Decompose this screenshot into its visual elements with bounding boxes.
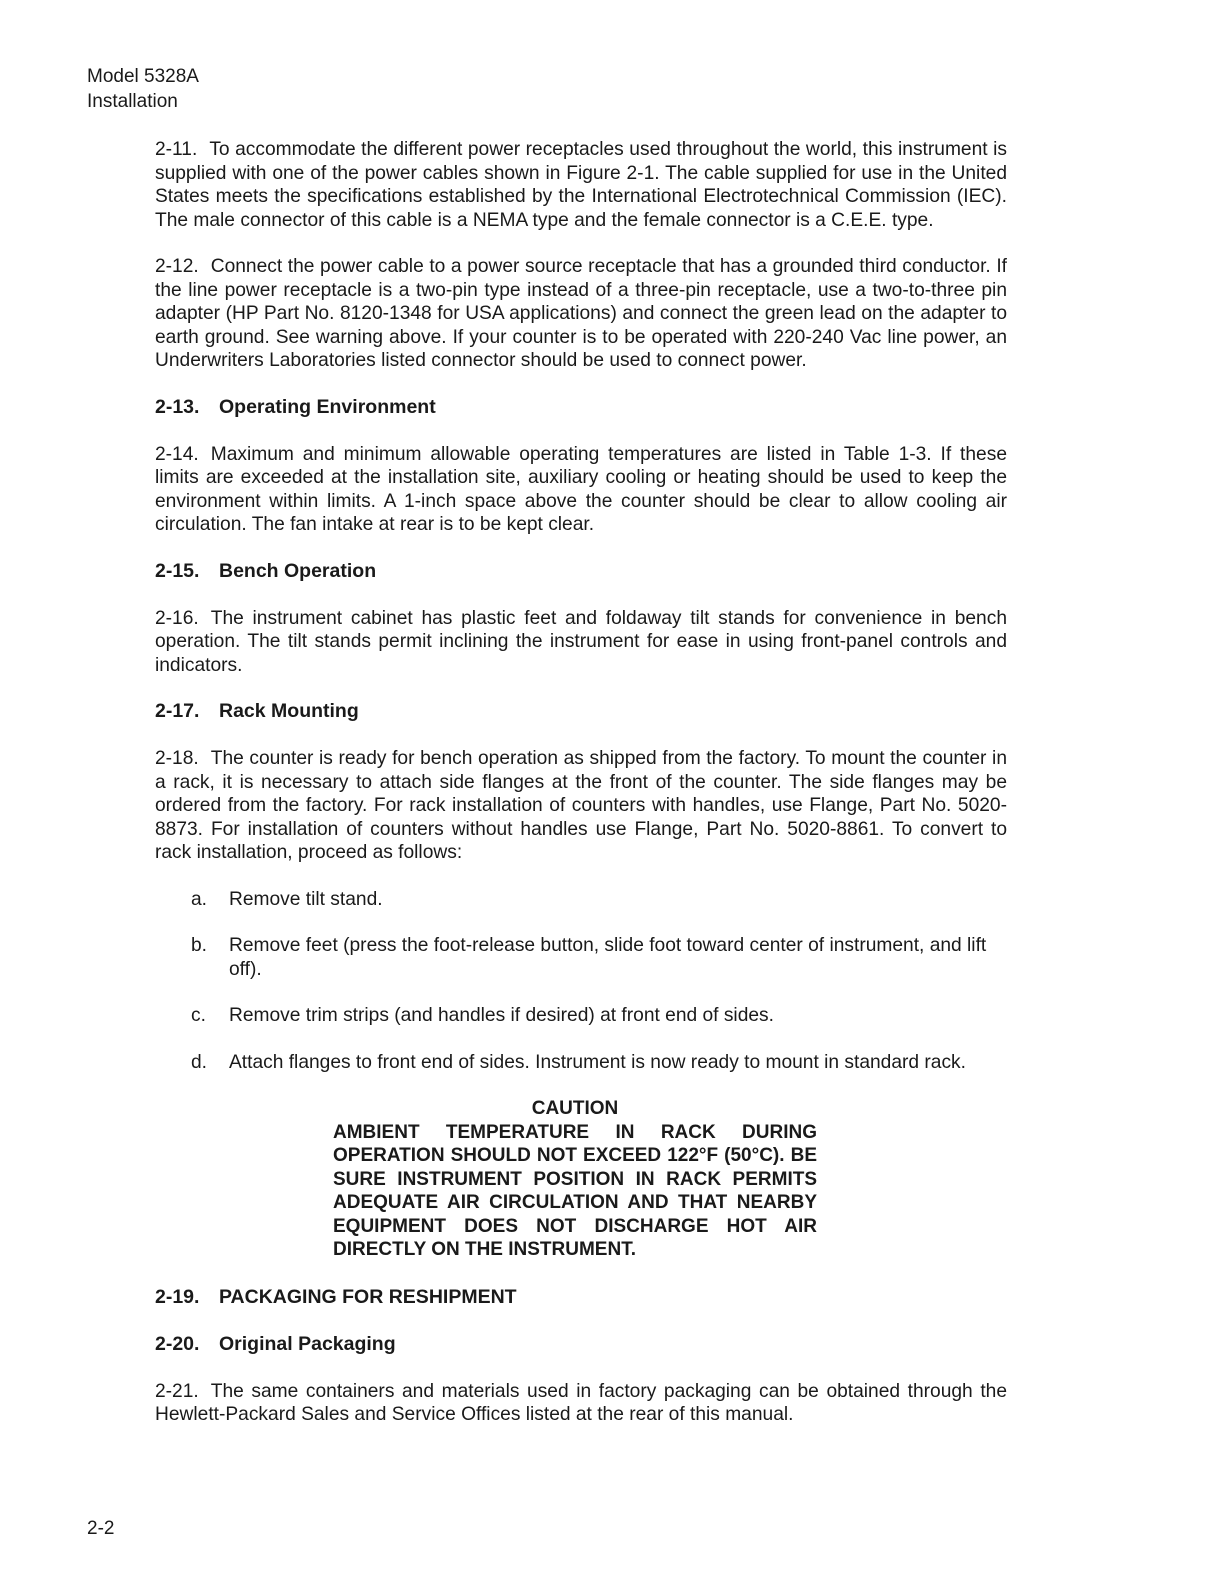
step-letter: c. — [191, 1005, 206, 1026]
heading-number: 2-13. — [155, 395, 200, 418]
paragraph-2-14 — [155, 443, 1007, 537]
heading-number: 2-19. — [155, 1285, 200, 1308]
paragraph-number: 2-16. — [155, 607, 199, 629]
heading-title: Rack Mounting — [219, 700, 359, 722]
heading-title: PACKAGING FOR RESHIPMENT — [219, 1285, 517, 1308]
heading-2-20 — [155, 1333, 1007, 1356]
page-number: 2-2 — [87, 1518, 115, 1539]
paragraph-2-12 — [155, 255, 1007, 373]
caution-block — [333, 1097, 817, 1262]
paragraph-text: Maximum and minimum allowable operating temperatures are listed in Table 1-3. If these limits are exceeded at the installation site, auxiliary cooling or heating should be used to keep the environment within limits. A 1-inch space above the counter should be clear to allow cooling air circulation. The fan intake at rear is to be kept clear. — [155, 443, 1007, 535]
list-item — [191, 934, 1007, 981]
list-item — [191, 1004, 1007, 1028]
paragraph-2-11 — [155, 138, 1007, 232]
paragraph-text: The instrument cabinet has plastic feet and foldaway tilt stands for convenience in bench operation. The tilt stands permit inclining the instrument for ease in using front-panel controls and indicators. — [155, 607, 1007, 676]
step-text: Remove feet (press the foot-release button, slide foot toward center of instrument, and lift off). — [229, 935, 987, 980]
caution-title: CAUTION — [531, 1098, 619, 1119]
heading-2-19 — [155, 1286, 1007, 1309]
paragraph-2-21 — [155, 1380, 1007, 1427]
caution-text: AMBIENT TEMPERATURE IN RACK DURING OPERATION SHOULD NOT EXCEED 122°F (50°C). BE SURE INSTRUMENT POSITION IN RACK PERMITS ADEQUATE AIR CIRCULATION AND THAT NEARBY EQUIPMENT DOES NOT DISCHARGE HOT AIR DIRECTLY ON THE INSTRUMENT. — [333, 1121, 817, 1260]
step-text: Remove tilt stand. — [229, 888, 383, 910]
model-label: Model 5328A — [87, 66, 199, 87]
rack-conversion-steps — [191, 888, 1007, 1075]
heading-2-13 — [155, 396, 1007, 419]
step-text: Attach flanges to front end of sides. Instrument is now ready to mount in standard rack. — [229, 1051, 966, 1073]
page-header — [87, 64, 199, 114]
paragraph-text: Connect the power cable to a power source receptacle that has a grounded third conductor. If the line power receptacle is a two-pin type instead of a three-pin receptacle, use a two-to-three pin adapter (HP Part No. 8120-1348 for USA applications) and connect the green lead on the adapter to earth ground. See warning above. If your counter is to be operated with 220-240 Vac line power, an Underwriters Laboratories listed connector should be used to connect power. — [155, 256, 1007, 371]
paragraph-number: 2-18. — [155, 748, 199, 769]
list-item — [191, 888, 1007, 912]
heading-title: Operating Environment — [219, 395, 436, 418]
heading-2-17 — [155, 700, 1007, 723]
heading-title: Bench Operation — [219, 559, 377, 582]
step-text: Remove trim strips (and handles if desired) at front end of sides. — [229, 1005, 774, 1026]
list-item — [191, 1051, 1007, 1075]
step-letter: d. — [191, 1051, 208, 1073]
paragraph-text: The counter is ready for bench operation as shipped from the factory. To mount the counter in a rack, it is necessary to attach side flanges at the front of the counter. The side flanges may be ordered from the factory. For rack installation of counters with handles, use Flange, Part No. 5020-8873. For installation of counters without handles use Flange, Part No. 5020-8861. To convert to rack installation, proceed as follows: — [155, 748, 1007, 863]
paragraph-2-18 — [155, 747, 1007, 865]
paragraph-number: 2-12. — [155, 256, 199, 277]
paragraph-number: 2-11. — [155, 139, 198, 160]
section-label: Installation — [87, 91, 178, 112]
paragraph-text: The same containers and materials used in factory packaging can be obtained through the Hewlett-Packard Sales and Service Offices listed at the rear of this manual. — [155, 1380, 1007, 1425]
paragraph-2-16 — [155, 607, 1007, 678]
paragraph-number: 2-21. — [155, 1380, 199, 1402]
heading-number: 2-17. — [155, 700, 200, 722]
heading-number: 2-20. — [155, 1332, 200, 1355]
heading-title: Original Packaging — [219, 1332, 396, 1355]
heading-number: 2-15. — [155, 559, 200, 582]
step-letter: b. — [191, 935, 208, 956]
document-body — [155, 138, 1007, 1450]
step-letter: a. — [191, 888, 208, 910]
paragraph-number: 2-14. — [155, 443, 199, 465]
paragraph-text: To accommodate the different power receptacles used throughout the world, this instrument is supplied with one of the power cables shown in Figure 2-1. The cable supplied for use in the United States meets the specifications established by the International Electrotechnical Commission (IEC). The male connector of this cable is a NEMA type and the female connector is a C.E.E. type. — [155, 139, 1007, 231]
heading-2-15 — [155, 560, 1007, 583]
